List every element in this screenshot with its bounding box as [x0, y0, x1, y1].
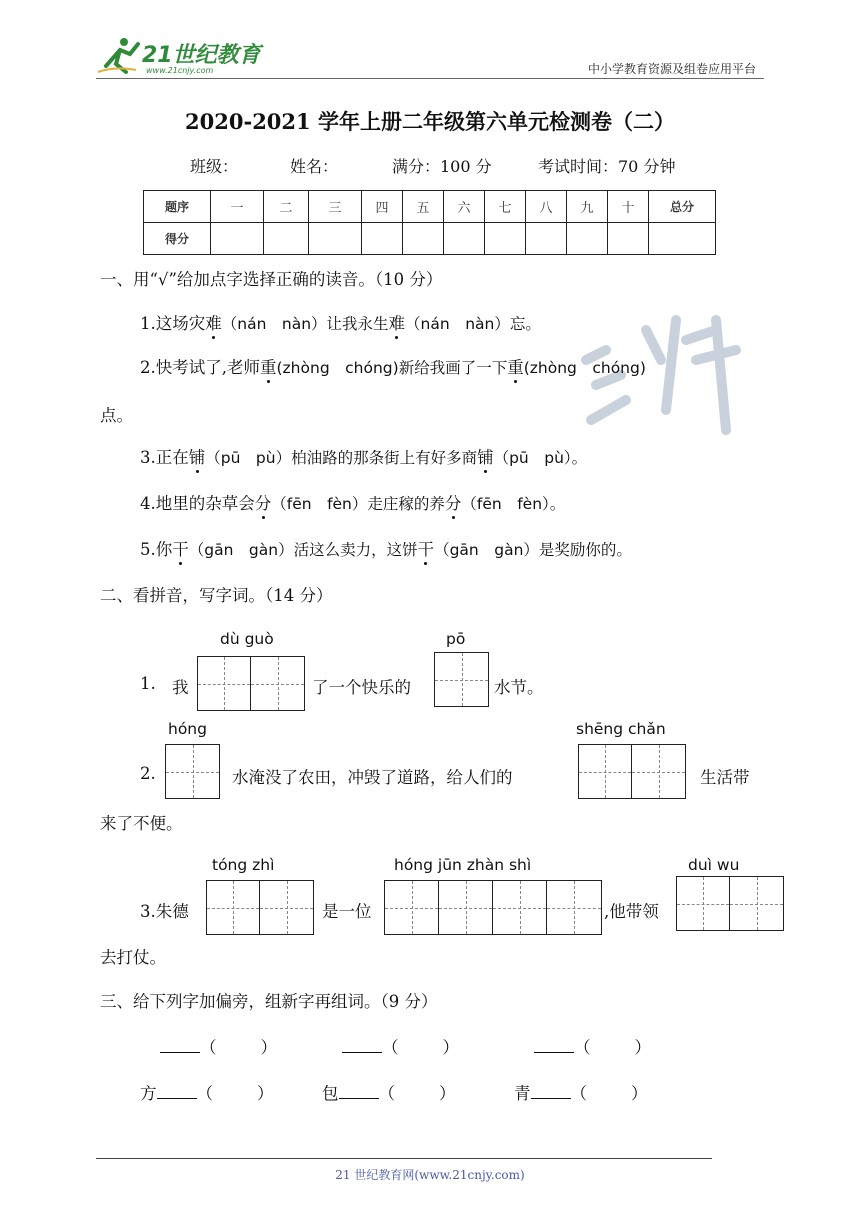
name-label: 姓名：: [290, 157, 339, 176]
column-label: 九: [567, 191, 608, 223]
paren-open: （: [378, 1084, 395, 1103]
pinyin-label: hóng jūn zhàn shì: [394, 856, 532, 874]
pinyin-options[interactable]: （nán nàn）忘。: [405, 315, 541, 333]
score-cell[interactable]: [264, 223, 309, 255]
score-cell[interactable]: [608, 223, 649, 255]
q-text: 3.朱德: [140, 902, 189, 921]
section1-question-1: [140, 310, 541, 334]
paren-open: （: [200, 1038, 217, 1057]
score-cell[interactable]: [444, 223, 485, 255]
dotted-char: 铺: [477, 448, 494, 467]
logo-text: 21世纪教育: [142, 43, 261, 68]
paren-open: （: [382, 1038, 399, 1057]
question-2-continuation: 点。: [100, 406, 133, 425]
q-text: 水淹没了农田，冲毁了道路，给人们的: [232, 768, 513, 787]
answer-blank[interactable]: [531, 1082, 571, 1099]
base-char: 青: [514, 1084, 531, 1103]
column-label: 八: [526, 191, 567, 223]
pinyin-options[interactable]: （gān gàn）是奖励你的。: [434, 541, 632, 559]
pinyin-label: dù guò: [220, 630, 274, 648]
char-row: [140, 1080, 274, 1104]
q-text: 3.正在: [140, 448, 189, 467]
pinyin-options[interactable]: （pū pù）柏油路的那条街上有好多商: [205, 449, 478, 467]
writing-grid[interactable]: [165, 744, 220, 799]
header-divider: [96, 78, 764, 79]
q-text: 了一个快乐的: [312, 678, 411, 697]
section1-question-3: [140, 444, 587, 468]
answer-blank[interactable]: [160, 1036, 200, 1053]
question-number-label: 题序: [144, 191, 211, 223]
paren-close: ）: [442, 1038, 459, 1057]
question-number: 2.: [140, 764, 156, 783]
dotted-char: 铺: [188, 448, 206, 467]
question-number: 1.: [140, 674, 156, 693]
q-text: ,他带领: [604, 902, 659, 921]
column-label: 六: [444, 191, 485, 223]
pinyin-options[interactable]: (zhòng chóng)新给我画了一下: [276, 359, 508, 377]
score-cell[interactable]: [211, 223, 264, 255]
q-text: 是一位: [322, 902, 372, 921]
paren-open: （: [574, 1038, 591, 1057]
paren-close: ）: [257, 1084, 274, 1103]
score-table-score-row: [144, 223, 716, 255]
q-text: 1.这场灾: [140, 314, 206, 333]
exam-time-text: 考试时间：70 分钟: [538, 157, 676, 176]
q-text: 2.快考试了,老师: [140, 358, 260, 377]
logo-url: www.21cnjy.com: [146, 66, 214, 75]
section1-heading: 一、用“√”给加点字选择正确的读音。（10 分）: [100, 270, 443, 289]
paren-open: （: [196, 1084, 213, 1103]
header-platform-text: 中小学教育资源及组卷应用平台: [587, 62, 756, 76]
column-label: 七: [485, 191, 526, 223]
score-cell[interactable]: [485, 223, 526, 255]
writing-grid[interactable]: [206, 880, 314, 935]
writing-grid[interactable]: [578, 744, 686, 799]
dotted-char: 干: [172, 540, 189, 559]
pinyin-label: duì wu: [688, 856, 740, 874]
pinyin-options[interactable]: （pū pù）。: [493, 449, 588, 467]
score-table-header-row: [144, 191, 716, 223]
section1-question-4: [140, 490, 565, 514]
section2-heading: 二、看拼音，写字词。（14 分）: [100, 586, 333, 605]
answer-blank[interactable]: [339, 1082, 379, 1099]
pinyin-options[interactable]: （fēn fèn）。: [461, 495, 566, 513]
pinyin-label: hóng: [168, 720, 207, 738]
footer-divider: [96, 1158, 712, 1159]
writing-grid[interactable]: [384, 880, 602, 935]
paren-close: ）: [634, 1038, 651, 1057]
pinyin-label: pō: [446, 630, 466, 648]
q-text: 生活带: [700, 768, 750, 787]
blank-row-1: [534, 1034, 651, 1058]
answer-blank[interactable]: [534, 1036, 574, 1053]
q-text: 5.你: [140, 540, 173, 559]
column-label: 五: [403, 191, 444, 223]
paren-close: ）: [631, 1084, 648, 1103]
class-label: 班级：: [190, 157, 239, 176]
score-label: 得分: [144, 223, 211, 255]
pinyin-options[interactable]: （fēn fèn）走庄稼的养: [271, 495, 445, 513]
column-label: 三: [309, 191, 362, 223]
paren-close: ）: [439, 1084, 456, 1103]
column-label: 四: [362, 191, 403, 223]
section1-question-2: [140, 354, 646, 378]
dotted-char: 难: [388, 314, 406, 333]
column-label: 一: [211, 191, 264, 223]
dotted-char: 重: [260, 358, 277, 377]
answer-blank[interactable]: [342, 1036, 382, 1053]
column-label: 十: [608, 191, 649, 223]
paren-close: ）: [260, 1038, 277, 1057]
question-continuation: 来了不便。: [100, 814, 183, 833]
score-cell[interactable]: [362, 223, 403, 255]
dotted-char: 干: [417, 540, 435, 559]
score-cell[interactable]: [403, 223, 444, 255]
page-title: 2020-2021 学年上册二年级第六单元检测卷（二）: [185, 109, 675, 134]
pinyin-options[interactable]: (zhòng chóng): [523, 359, 646, 377]
pinyin-label: tóng zhì: [212, 856, 275, 874]
char-row: [514, 1080, 648, 1104]
full-score-text: 满分：100 分: [392, 157, 492, 176]
writing-grid[interactable]: [676, 876, 784, 931]
score-cell[interactable]: [526, 223, 567, 255]
score-cell[interactable]: [309, 223, 362, 255]
answer-blank[interactable]: [157, 1082, 197, 1099]
pinyin-options[interactable]: （gān gàn）活这么卖力，这饼: [188, 541, 418, 559]
q-text: 我: [172, 678, 189, 697]
q-text: 水节。: [494, 678, 544, 697]
writing-grid[interactable]: [197, 656, 305, 711]
column-label: 二: [264, 191, 309, 223]
base-char: 方: [140, 1084, 157, 1103]
section1-question-5: [140, 536, 632, 560]
question-continuation: 去打仗。: [100, 948, 166, 967]
blank-row-1: [160, 1034, 277, 1058]
score-cell[interactable]: [567, 223, 608, 255]
dotted-char: 分: [254, 494, 272, 513]
section3-heading: 三、给下列字加偏旁，组新字再组词。（9 分）: [100, 992, 438, 1011]
base-char: 包: [322, 1084, 339, 1103]
blank-row-1: [342, 1034, 459, 1058]
char-row: [322, 1080, 456, 1104]
writing-grid[interactable]: [434, 652, 489, 707]
pinyin-label: shēng chǎn: [576, 720, 666, 738]
pinyin-options[interactable]: （nán nàn）让我永生: [221, 315, 389, 333]
score-table: [143, 190, 716, 255]
dotted-char: 重: [507, 358, 524, 377]
dotted-char: 难: [205, 314, 222, 333]
dotted-char: 分: [444, 494, 462, 513]
footer-link[interactable]: 21 世纪教育网(www.21cnjy.com): [335, 1168, 525, 1182]
paren-open: （: [570, 1084, 587, 1103]
score-cell[interactable]: [649, 223, 716, 255]
q-text: 4.地里的杂草会: [140, 494, 255, 513]
total-label: 总分: [649, 191, 716, 223]
